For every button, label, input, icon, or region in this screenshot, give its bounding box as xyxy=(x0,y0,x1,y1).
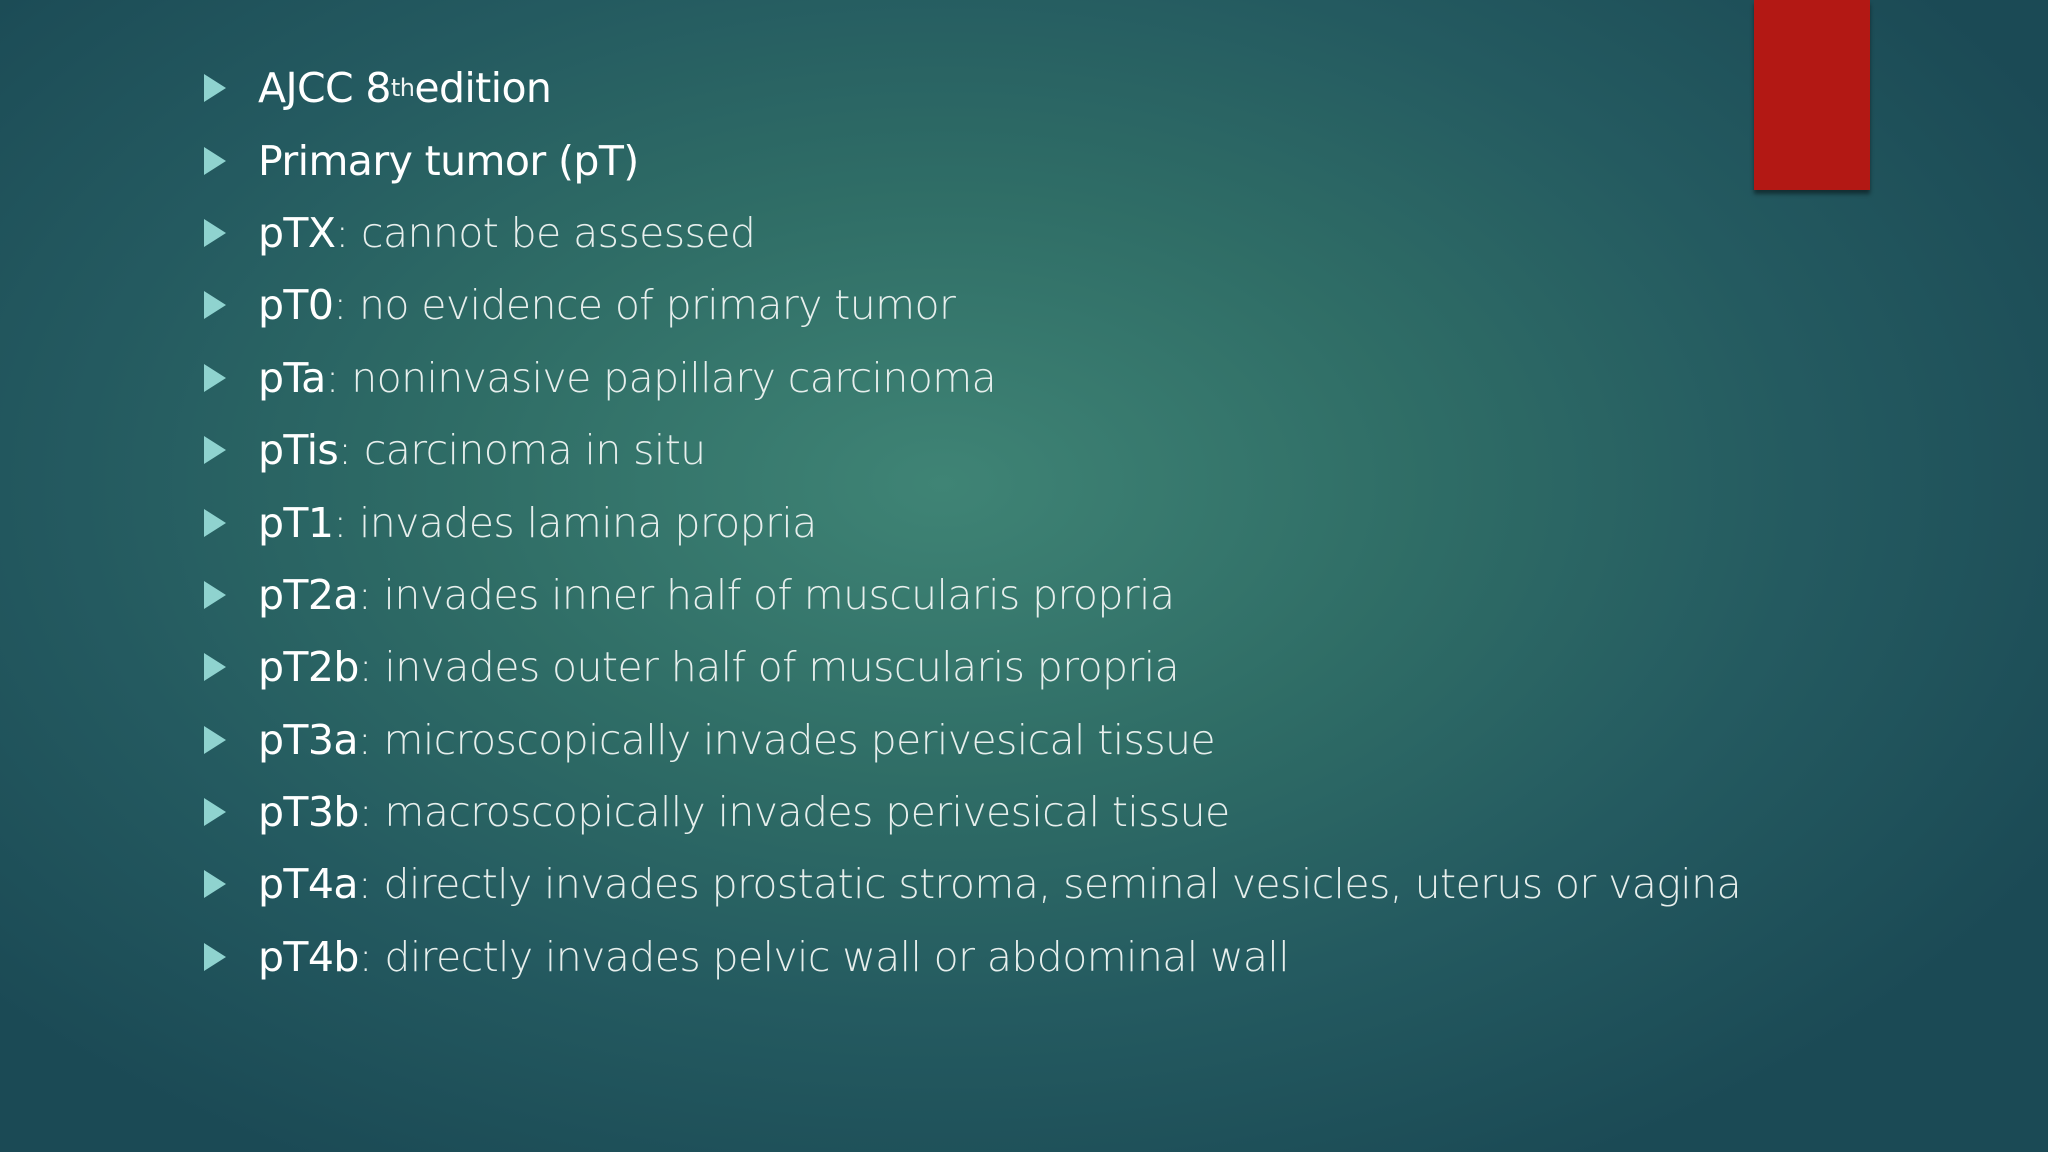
bullet-arrow-icon xyxy=(204,291,226,319)
bullet-list xyxy=(200,52,1741,993)
bullet-item-ptx xyxy=(200,197,1741,269)
bullet-item-ptis xyxy=(200,414,1741,486)
edition-prefix: AJCC 8 xyxy=(258,64,391,113)
stage-term: pT2b xyxy=(258,643,359,692)
bullet-arrow-icon xyxy=(204,74,226,102)
stage-description: : noninvasive papillary carcinoma xyxy=(325,353,997,402)
bullet-item-pt2b xyxy=(200,631,1741,703)
bullet-item-pt4b xyxy=(200,921,1741,993)
stage-term: pT3a xyxy=(258,715,358,764)
bullet-arrow-icon xyxy=(204,219,226,247)
bullet-arrow-icon xyxy=(204,509,226,537)
bullet-item-ajcc-edition: AJCC 8 th edition xyxy=(200,52,1741,124)
stage-term: pTa xyxy=(258,353,326,402)
bullet-item-pt1 xyxy=(200,486,1741,558)
bullet-item-pt2a xyxy=(200,559,1741,631)
stage-term: pT2a xyxy=(258,570,358,619)
stage-description: : directly invades pelvic wall or abdominal wall xyxy=(358,932,1290,981)
bullet-arrow-icon xyxy=(204,436,226,464)
bullet-item-pt3a xyxy=(200,704,1741,776)
bullet-arrow-icon xyxy=(204,870,226,898)
stage-description: : invades inner half of muscularis propria xyxy=(357,570,1175,619)
stage-description: : invades outer half of muscularis propria xyxy=(358,643,1180,692)
bullet-arrow-icon xyxy=(204,726,226,754)
stage-term: pT1 xyxy=(258,498,334,547)
stage-term: pT3b xyxy=(258,788,359,837)
bullet-item-primary-tumor xyxy=(200,124,1741,196)
stage-term: pTis xyxy=(258,426,339,475)
stage-description: : cannot be assessed xyxy=(335,208,756,257)
stage-description: : no evidence of primary tumor xyxy=(333,281,956,330)
bullet-arrow-icon xyxy=(204,581,226,609)
stage-term: pT0 xyxy=(258,281,334,330)
stage-term: pT4a xyxy=(258,860,358,909)
stage-description: : microscopically invades perivesical tissue xyxy=(357,715,1216,764)
stage-term: pT4b xyxy=(258,932,359,981)
stage-description: : macroscopically invades perivesical tissue xyxy=(358,788,1230,837)
bullet-item-pt3b xyxy=(200,776,1741,848)
stage-description: : directly invades prostatic stroma, seminal vesicles, uterus or vagina xyxy=(357,860,1741,909)
stage-description: : carcinoma in situ xyxy=(338,426,706,475)
bullet-arrow-icon xyxy=(204,798,226,826)
edition-suffix: edition xyxy=(414,64,552,113)
bullet-item-pta xyxy=(200,342,1741,414)
bullet-item-pt4a xyxy=(200,848,1741,920)
stage-term: pTX xyxy=(258,208,336,257)
bullet-arrow-icon xyxy=(204,653,226,681)
bullet-item-pt0 xyxy=(200,269,1741,341)
bullet-arrow-icon xyxy=(204,943,226,971)
primary-tumor-heading: Primary tumor (pT) xyxy=(258,136,639,185)
stage-description: : invades lamina propria xyxy=(333,498,817,547)
bullet-arrow-icon xyxy=(204,364,226,392)
accent-bar xyxy=(1754,0,1870,190)
bullet-arrow-icon xyxy=(204,147,226,175)
